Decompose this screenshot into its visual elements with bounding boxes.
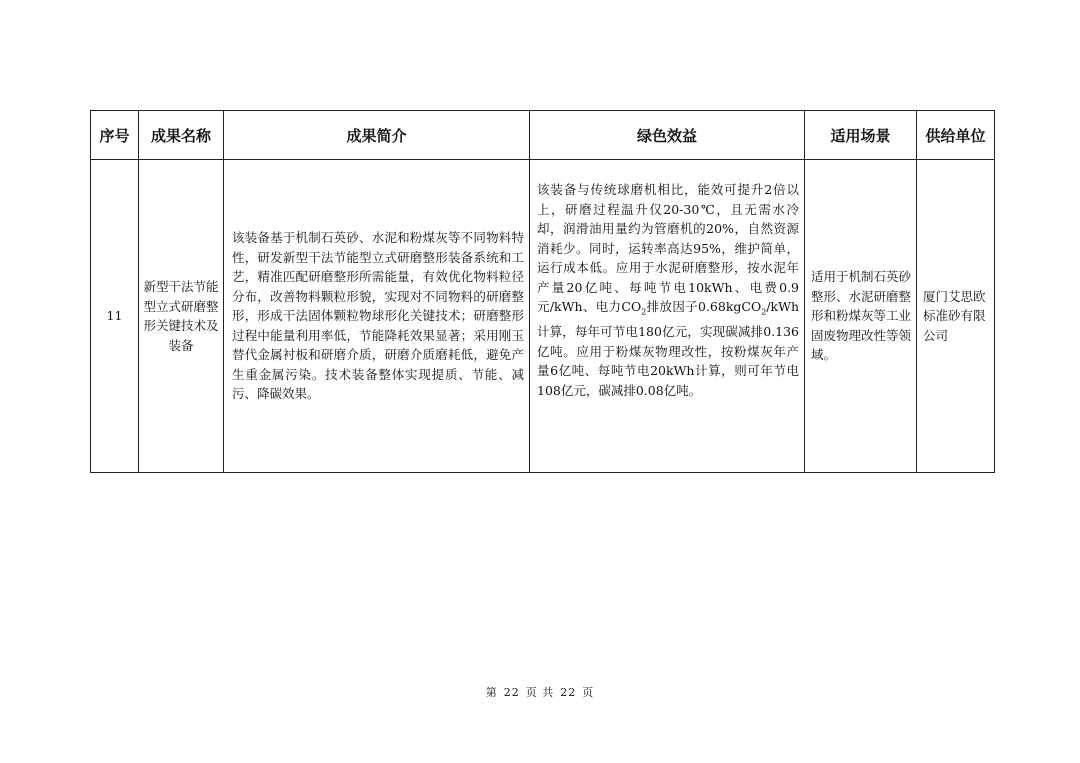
green-benefit-subscript-1: 2: [641, 307, 647, 317]
row-supplier: [917, 160, 995, 473]
green-benefit-subscript-2: 2: [761, 307, 767, 317]
green-benefit-text-2: 排放因子0.68kgCO: [646, 299, 762, 314]
row-result-summary: [224, 160, 530, 473]
scenario-text: 适用于机制石英砂整形、水泥研磨整形和粉煤灰等工业固废物理改性等领域。: [811, 269, 912, 363]
footer-current-page: 22: [503, 686, 520, 699]
row-number: 11: [91, 160, 139, 473]
header-result-name: 成果名称: [139, 111, 224, 160]
green-benefit-text-3: /kWh计算，每年可节电180亿元，实现碳减排0.136亿吨。应用于粉煤灰物理改性，按粉煤灰年产量6亿吨、每吨节电20kWh计算，则可年节电108亿元，碳减排0.08亿吨。: [537, 299, 799, 398]
header-result-summary: 成果简介: [224, 111, 530, 160]
green-benefit-text-1: 该装备与传统球磨机相比，能效可提升2倍以上，研磨过程温升仅20-30℃，且无需水冷却，润滑油用量约为管磨机的20%，自然资源消耗少。同时，运转率高达95%，维护简单，运行成本低。应用于水泥研磨整形，按水泥年产量20亿吨、每吨节电10kWh、电费0.9元/kWh、电力CO: [537, 182, 799, 314]
header-supplier: 供给单位: [917, 111, 995, 160]
footer-suffix: 页: [582, 686, 595, 699]
header-serial-number: 序号: [91, 111, 139, 160]
row-green-benefit: [530, 160, 805, 473]
header-green-benefit: 绿色效益: [530, 111, 805, 160]
result-name-text: 新型干法节能型立式研磨整形关键技术及装备: [143, 279, 219, 353]
table-header-row: [91, 111, 995, 160]
header-application-scenario: 适用场景: [805, 111, 917, 160]
footer-mid: 页 共: [525, 686, 555, 699]
footer-total-pages: 22: [560, 686, 577, 699]
row-application-scenario: [805, 160, 917, 473]
footer-prefix: 第: [485, 686, 498, 699]
result-summary-text: 该装备基于机制石英砂、水泥和粉煤灰等不同物料特性，研发新型干法节能型立式研磨整形装备系统和工艺，精准匹配研磨整形所需能量，有效优化物料粒径分布，改善物料颗粒形貌，实现对不同物料的研磨整形，形成干法固体颗粒物球形化关键技术；研磨整形过程中能量利用率低，节能降耗效果显著；采用刚玉替代金属衬板和研磨介质，研磨介质磨耗低，避免产生重金属污染。技术装备整体实现提质、节能、减污、降碳效果。: [232, 230, 524, 402]
page-footer: [0, 684, 1080, 700]
row-result-name: [139, 160, 224, 473]
results-table: [90, 110, 995, 473]
supplier-text: 厦门艾思欧标准砂有限公司: [923, 288, 986, 343]
table-row: [91, 160, 995, 473]
